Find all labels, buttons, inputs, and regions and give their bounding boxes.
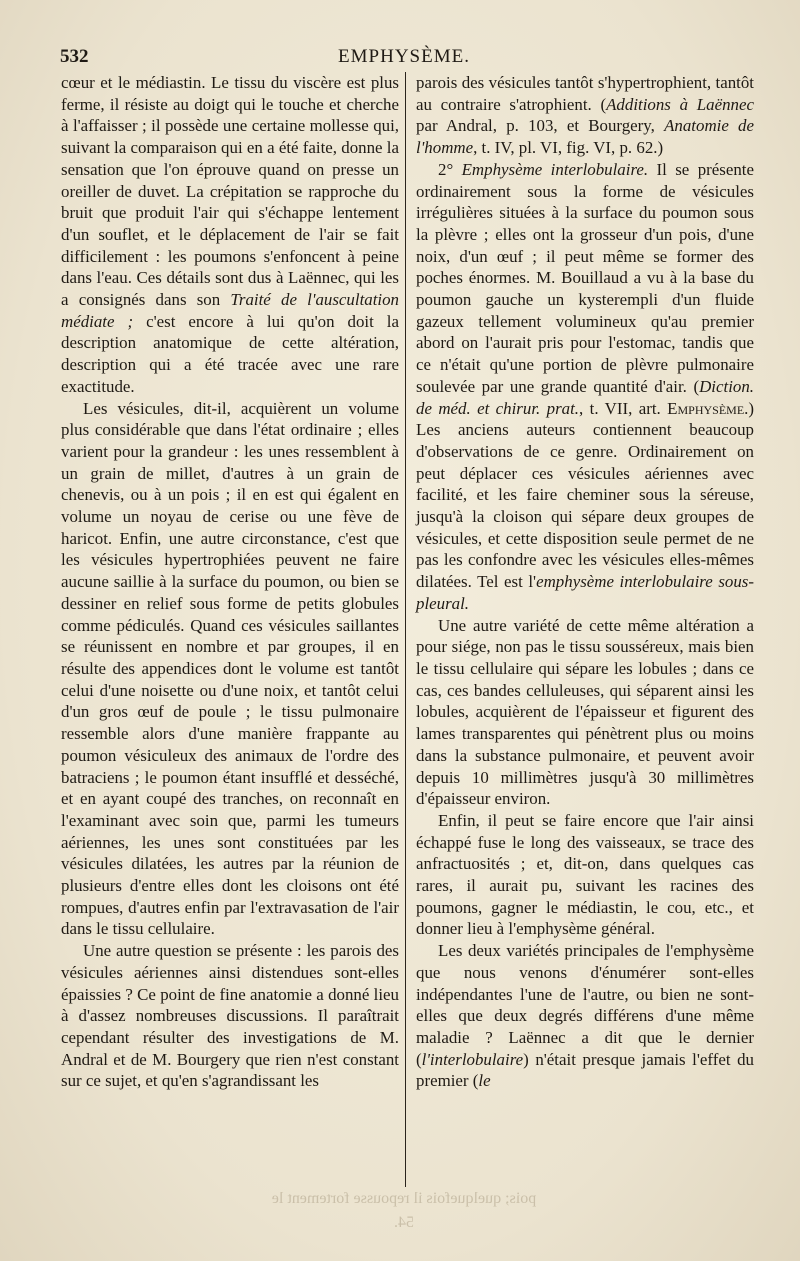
column-divider (405, 72, 406, 1187)
bleed-line: 54. (394, 1214, 414, 1231)
right-column (416, 72, 754, 1092)
paragraph: Les deux variétés principales de l'emphysème que nous venons d'énumérer sont-elles indépendantes l'une de l'autre, ou bien ne sont-elles que deux degrés différens d'une même maladie ? Laënnec a dit que le dernier (l'interlobulaire) n'était presque jamais l'effet du premier (le (416, 941, 754, 1091)
paragraph: parois des vésicules tantôt s'hypertrophient, tantôt au contraire s'atrophient. (Additions à Laënnec par Andral, p. 103, et Bourgery, Anatomie de l'homme, t. IV, pl. VI, fig. VI, p. 62.) (416, 73, 754, 158)
paragraph: cœur et le médiastin. Le tissu du viscère est plus ferme, il résiste au doigt qui le touche et cherche à l'affaisser ; il possède une certaine mollesse qui, suivant la comparaison qui en a été faite, donne la sensation que l'on éprouve quand on presse un oreiller de duvet. La crépitation se rapproche du bruit que produit l'air qui s'échappe lentement d'un souflet, et le déplacement de l'air se fait difficilement : les poumons s'enfoncent à peine dans l'eau. Ces détails sont dus à Laënnec, qui les a consignés dans son Traité de l'auscultation médiate ; c'est encore à lui qu'on doit la description anatomique de cette altération, description qui a été tracée avec une rare exactitude. (61, 73, 399, 396)
bleed-line: pois; quelquefois il repousse fortement le (271, 1190, 537, 1207)
page-number: 532 (60, 46, 89, 67)
bleed-through-text (60, 1187, 748, 1237)
running-title: EMPHYSÈME. (338, 46, 470, 67)
paragraph: 2° Emphysème interlobulaire. Il se présente ordinairement sous la forme de vésicules irrégulières situées à la surface du poumon sous la plèvre ; elles ont la grosseur d'un pois, d'une noix, d'un œuf ; il peut même se former des poches énormes. M. Bouillaud a vu à la base du poumon gauche un kysterempli d'un fluide gazeux tellement volumineux qu'au premier abord on l'aurait pris pour l'estomac, tandis que ce n'était qu'une portion de plèvre pulmonaire soulevée par une grande quantité d'air. (Diction. de méd. et chirur. prat., t. VII, art. Emphysème.) Les anciens auteurs contiennent beaucoup d'observations de ce genre. Ordinairement on peut déplacer ces vésicules aériennes avec facilité, et les faire cheminer sous la séreuse, jusqu'à la cloison qui sépare deux groupes de vésicules, et cette disposition seule permet de ne pas les confondre avec les vésicules elles-mêmes dilatées. Tel est l'emphysème interlobulaire sous-pleural. (416, 159, 755, 613)
paragraph: Une autre variété de cette même altération a pour siége, non pas le tissu sousséreux, mais bien le tissu cellulaire qui sépare les lobules ; dans ce cas, ces bandes celluleuses, qui séparent ainsi les lobules, acquièrent de l'épaisseur et figurent des lames transparentes qui pénètrent plus ou moins dans la substance pulmonaire, et peuvent avoir depuis 10 millimètres jusqu'à 30 millimètres d'épaisseur environ. (416, 615, 754, 809)
page-header (60, 44, 748, 74)
left-column (61, 72, 399, 1092)
paragraph: Les vésicules, dit-il, acquièrent un volume plus considérable que dans l'état ordinaire ; elles varient pour la grandeur : les unes ressemblent à un grain de millet, d'autres à un grain de chenevis, ou à un pois ; il en est qui égalent en volume un noyau de cerise ou une fève de haricot. Enfin, une autre circonstance, c'est que les vésicules hypertrophiées peuvent ne faire aucune saillie à la surface du poumon, ou bien se dessiner en relief sous forme de petits globules comme pédiculés. Quand ces vésicules saillantes se réunissent en nombre et par groupes, il en résulte des appendices dont le volume est tantôt celui d'une noisette ou d'une noix, et tantôt celui d'un gros œuf de poule ; le tissu pulmonaire ressemble alors d'une manière frappante au poumon vésiculeux des animaux de l'ordre des batraciens ; le poumon étant insufflé et desséché, et en ayant coupé des tranches, on reconnaît en l'examinant avec soin que, parmi les tumeurs aériennes, les unes sont constituées par les vésicules dilatées, les autres par la réunion de plusieurs d'entre elles dont les cloisons ont été rompues, d'autres enfin par l'extravasation de l'air dans le tissu cellulaire. (61, 398, 399, 939)
paragraph: Enfin, il peut se faire encore que l'air ainsi échappé fuse le long des vaisseaux, se trace des anfractuosités ; et, dit-on, dans quelques cas rares, il aurait pu, suivant les racines des poumons, gagner le médiastin, le cou, etc., et donner lieu à l'emphysème général. (416, 810, 754, 939)
paragraph: Une autre question se présente : les parois des vésicules aériennes ainsi distendues sont-elles épaissies ? Ce point de fine anatomie a donné lieu à d'assez nombreuses discussions. Il paraîtrait cependant résulter des investigations de M. Andral et de M. Bourgery que rien n'est constant sur ce sujet, et qu'en s'agrandissant les (61, 941, 399, 1091)
